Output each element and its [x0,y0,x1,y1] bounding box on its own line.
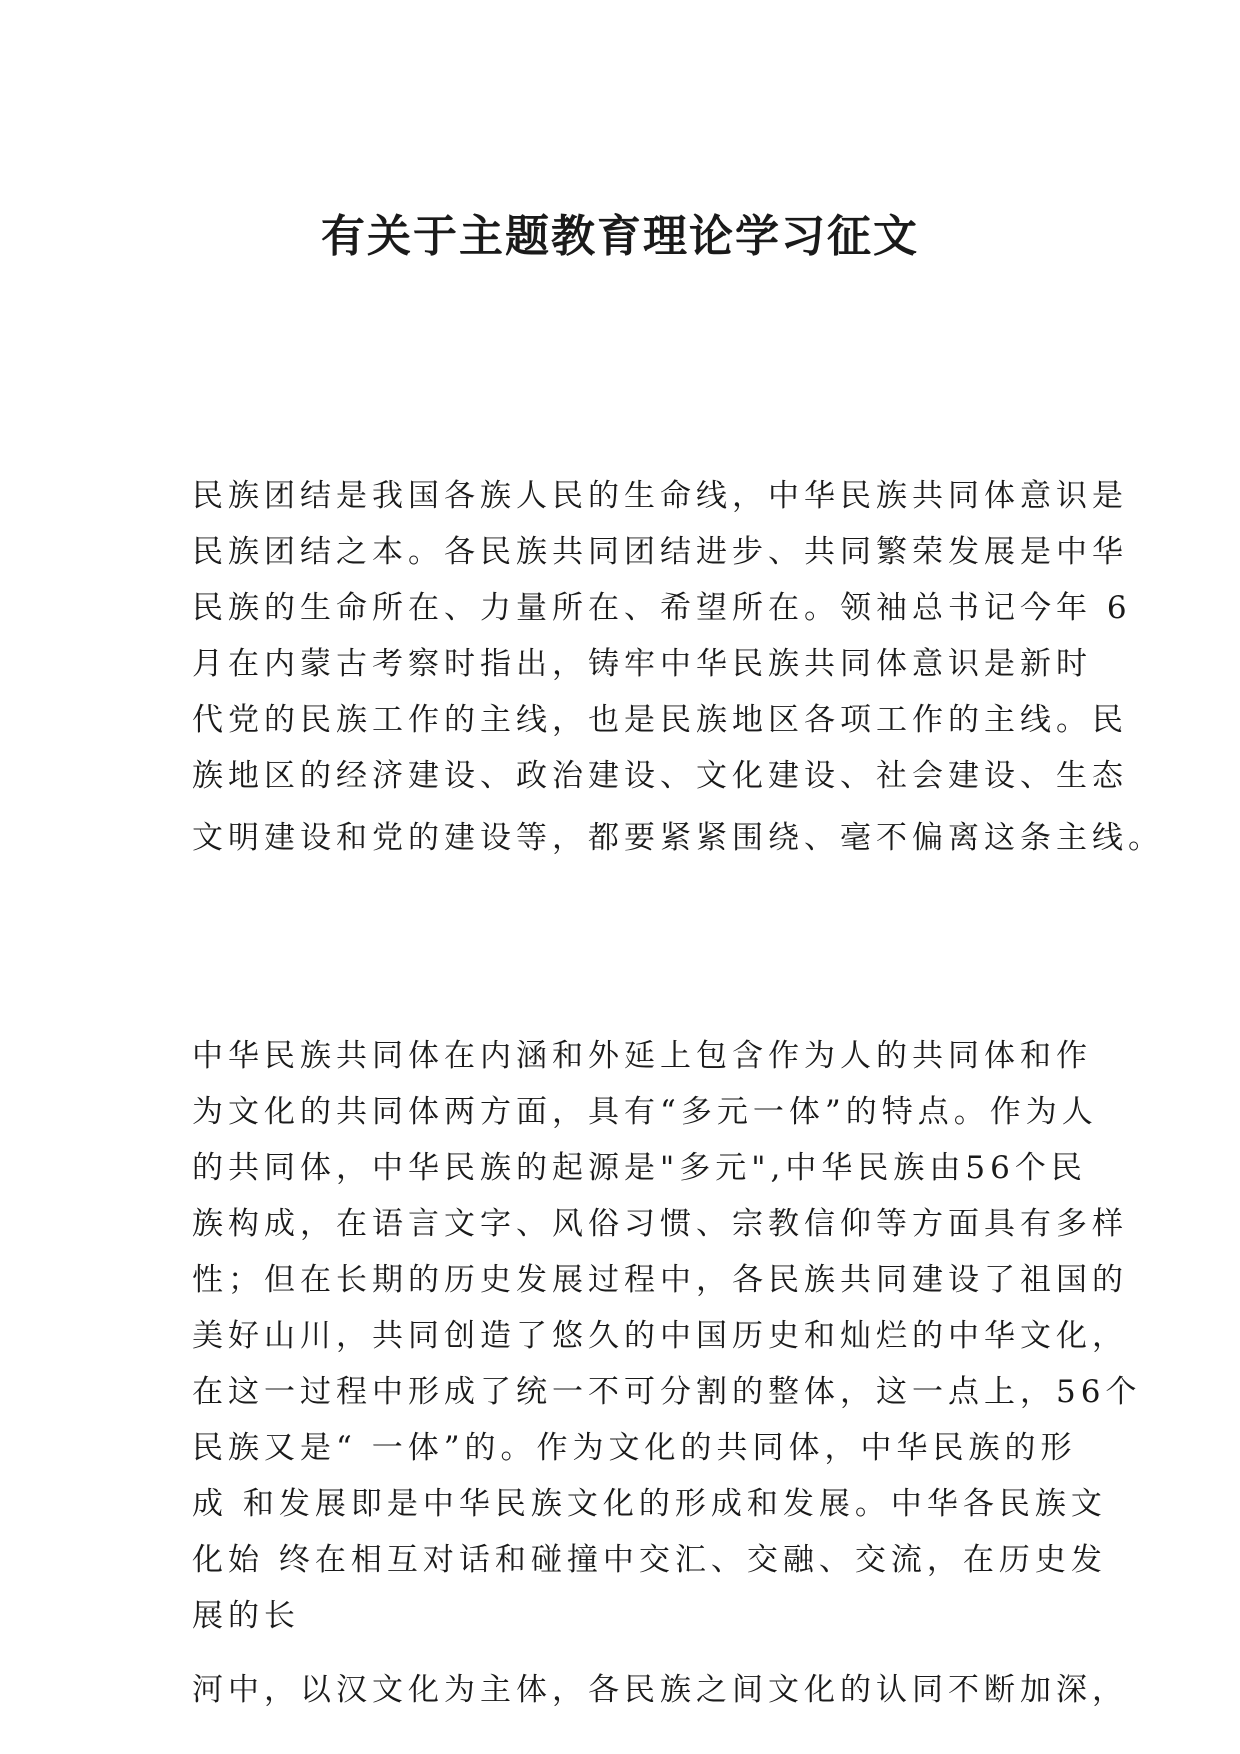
paragraph-line: 族构成，在语言文字、风俗习惯、宗教信仰等方面具有多样 [192,1206,1128,1242]
document-title: 有关于主题教育理论学习征文 [321,211,919,262]
paragraph-3 [192,1662,1128,1718]
paragraph-line: 展的长 [192,1598,300,1634]
paragraph-line: 为文化的共同体两方面，具有“多元一体”的特点。作为人 [192,1094,1098,1130]
paragraph-line: 民族团结之本。各民族共同团结进步、共同繁荣发展是中华 [192,534,1128,570]
paragraph-2 [192,1028,1142,1644]
paragraph-line: 的共同体，中华民族的起源是"多元",中华民族由56个民 [192,1150,1087,1186]
paragraph-line: 月在内蒙古考察时指出，铸牢中华民族共同体意识是新时 [192,646,1092,682]
paragraph-line: 民族又是“ 一体”的。作为文化的共同体，中华民族的形 [192,1430,1077,1466]
paragraph-line: 文明建设和党的建设等，都要紧紧围绕、毫不偏离这条主线。 [192,820,1164,856]
paragraph-line: 族地区的经济建设、政治建设、文化建设、社会建设、生态 [192,758,1128,794]
paragraph-line: 在这一过程中形成了统一不可分割的整体，这一点上，56个 [192,1374,1142,1410]
paragraph-line: 代党的民族工作的主线，也是民族地区各项工作的主线。民 [192,702,1128,738]
paragraph-line: 河中，以汉文化为主体，各民族之间文化的认同不断加深， [192,1672,1128,1708]
paragraph-line: 中华民族共同体在内涵和外延上包含作为人的共同体和作 [192,1038,1092,1074]
paragraph-line: 性；但在长期的历史发展过程中，各民族共同建设了祖国的 [192,1262,1128,1298]
paragraph-line: 民族的生命所在、力量所在、希望所在。领袖总书记今年 6 [192,590,1132,626]
paragraph-1 [192,468,1164,866]
paragraph-line: 成 和发展即是中华民族文化的形成和发展。中华各民族文 [192,1486,1107,1522]
paragraph-line: 化始 终在相互对话和碰撞中交汇、交融、交流，在历史发 [192,1542,1107,1578]
paragraph-line: 民族团结是我国各族人民的生命线，中华民族共同体意识是 [192,478,1128,514]
paragraph-line: 美好山川，共同创造了悠久的中国历史和灿烂的中华文化， [192,1318,1128,1354]
